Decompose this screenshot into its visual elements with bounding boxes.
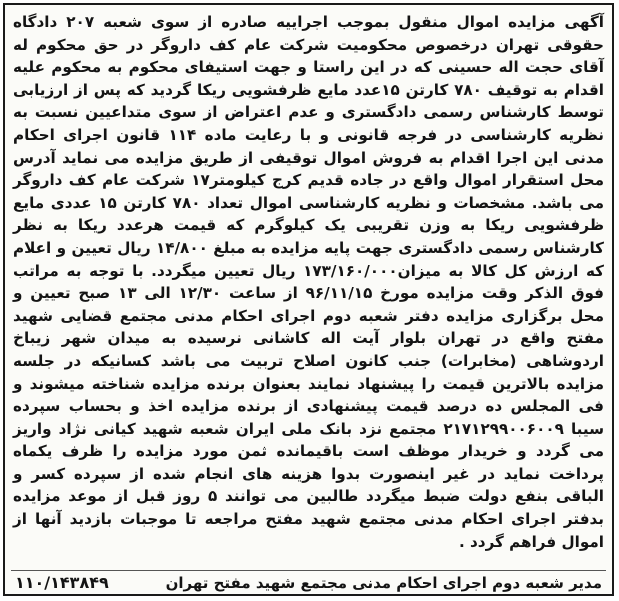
notice-footer <box>15 572 602 594</box>
legal-notice <box>3 3 614 596</box>
reference-number: ۱۱۰/۱۴۳۸۴۹ <box>15 573 109 592</box>
issuer-signature: مدیر شعبه دوم اجرای احکام مدنی مجتمع شهید مفتح تهران <box>165 574 602 592</box>
footer-divider <box>11 570 606 571</box>
notice-body: آگهی مزایده اموال منقول بموجب اجراییه صادره از سوی شعبه ۲۰۷ دادگاه حقوقی تهران درخصوص محکومیت شرکت عام کف داروگر در حق محکوم له آقای حجت اله حسینی که در این راستا و جهت استیفای محکوم به محکوم علیه اقدام به توقیف ۷۸۰ کارتن ۱۵عدد مایع ظرفشویی ریکا گردید که پس از ارزیابی توسط کارشناس رسمی دادگستری و عدم اعتراض از سوی متداعیین نسبت به نظریه کارشناسی در فرجه قانونی و با رعایت ماده ۱۱۴ قانون اجرای احکام مدنی این اجرا اقدام به فروش اموال توقیفی از طریق مزایده می نماید آدرس محل استقرار اموال واقع در جاده قدیم کرج کیلومتر۱۷ شرکت عام کف داروگر می باشد. مشخصات و نظریه کارشناسی اموال تعداد ۷۸۰ کارتن ۱۵ عددی مایع ظرفشویی ریکا به وزن تقریبی یک کیلوگرم که قیمت هرعدد ریکا به نظر کارشناس رسمی دادگستری جهت پایه مزایده به مبلغ ۱۴/۸۰۰ ریال تعیین و اعلام که ارزش کل کالا به میزان۱۷۳/۱۶۰/۰۰۰ ریال تعیین میگردد. با توجه به مراتب فوق الذکر وقت مزایده مورخ ۹۶/۱۱/۱۵ از ساعت ۱۲/۳۰ الی ۱۳ صبح تعیین و محل برگزاری مزایده دفتر شعبه دوم اجرای احکام مدنی مجتمع قضایی شهید مفتح واقع در تهران بلوار آیت اله کاشانی نرسیده به میدان شهر زیباخ اردوشاهی (مخابرات) جنب کانون اصلاح تربیت می باشد کسانیکه در جلسه مزایده بالاترین قیمت را پیشنهاد نمایند بعنوان برنده مزایده شناخته میشوند و فی المجلس ده درصد قیمت پیشنهادی از برنده مزایده اخذ و بحساب سپرده سیبا ۲۱۷۱۲۹۹۰۰۶۰۰۹ مجتمع نزد بانک ملی ایران شعبه شهید کیانی نژاد واریز می گردد و خریدار موظف است باقیمانده ثمن مورد مزایده را ظرف یکماه پرداخت نماید در غیر اینصورت بدوا هزینه های انجام شده از سپرده کسر و الباقی بنفع دولت ضبط میگردد طالبین می توانند ۵ روز قبل از موعد مزایده بدفتر اجرای احکام مدنی مجتمع شهید مفتح مراجعه تا موجبات بازدید آنها از اموال فراهم گردد . <box>13 13 605 551</box>
